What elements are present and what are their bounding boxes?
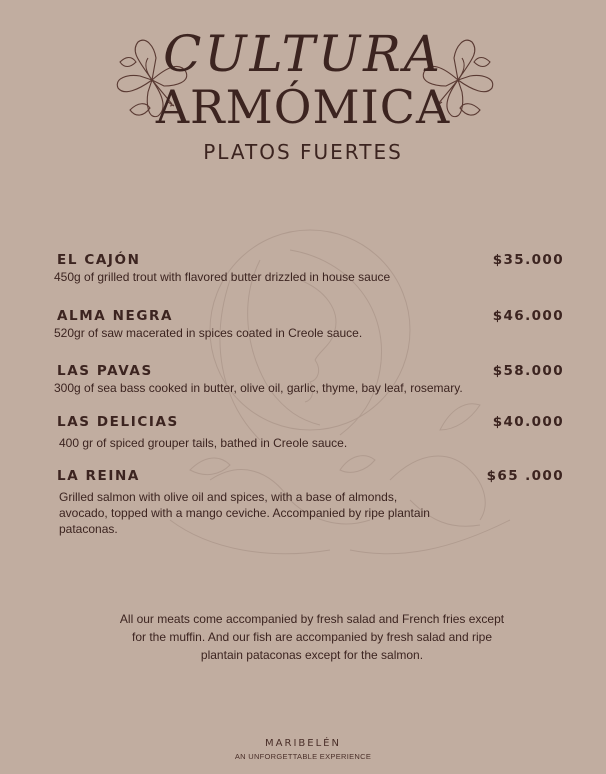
dish-description: 450g of grilled trout with flavored butter drizzled in house sauce — [54, 270, 391, 284]
footer-brand-name: MARIBELÉN — [265, 738, 341, 749]
dish-name: EL CAJÓN — [57, 252, 141, 268]
menu-item-las-delicias — [54, 413, 564, 451]
dish-price: $35.000 — [492, 252, 564, 268]
dish-price: $58.000 — [492, 363, 564, 379]
brand-title-line2: ARMÓMICA — [155, 80, 451, 134]
dish-name: LAS DELICIAS — [57, 414, 179, 430]
dish-description: 520gr of saw macerated in spices coated in Creole sauce. — [54, 326, 363, 340]
dish-name: LAS PAVAS — [57, 363, 153, 379]
menu-item-el-cajon — [54, 251, 564, 285]
dish-price: $46.000 — [492, 308, 564, 324]
menu-item-la-reina — [54, 467, 564, 537]
section-title: PLATOS FUERTES — [203, 140, 403, 164]
dish-description: Grilled salmon with olive oil and spices, with a base of almonds, avocado, topped with a mango ceviche. Accompanied by ripe plantain pataconas. — [59, 490, 430, 536]
menu-item-alma-negra — [54, 307, 564, 341]
accompaniment-note: All our meats come accompanied by fresh salad and French fries except for the muffin. And our fish are accompanied by fresh salad and ripe plantain pataconas except for the salmon. — [119, 612, 505, 662]
brand-title-line1: CULTURA — [163, 25, 443, 83]
menu-item-las-pavas — [54, 362, 564, 396]
dish-name: ALMA NEGRA — [57, 308, 174, 324]
dish-description: 300g of sea bass cooked in butter, olive oil, garlic, thyme, bay leaf, rosemary. — [54, 381, 463, 395]
dish-description: 400 gr of spiced grouper tails, bathed in Creole sauce. — [59, 436, 348, 450]
dish-name: LA REINA — [57, 468, 140, 484]
footer-tagline: AN UNFORGETTABLE EXPERIENCE — [234, 752, 372, 761]
dish-price: $40.000 — [492, 414, 564, 430]
dish-price: $65 .000 — [486, 468, 564, 484]
